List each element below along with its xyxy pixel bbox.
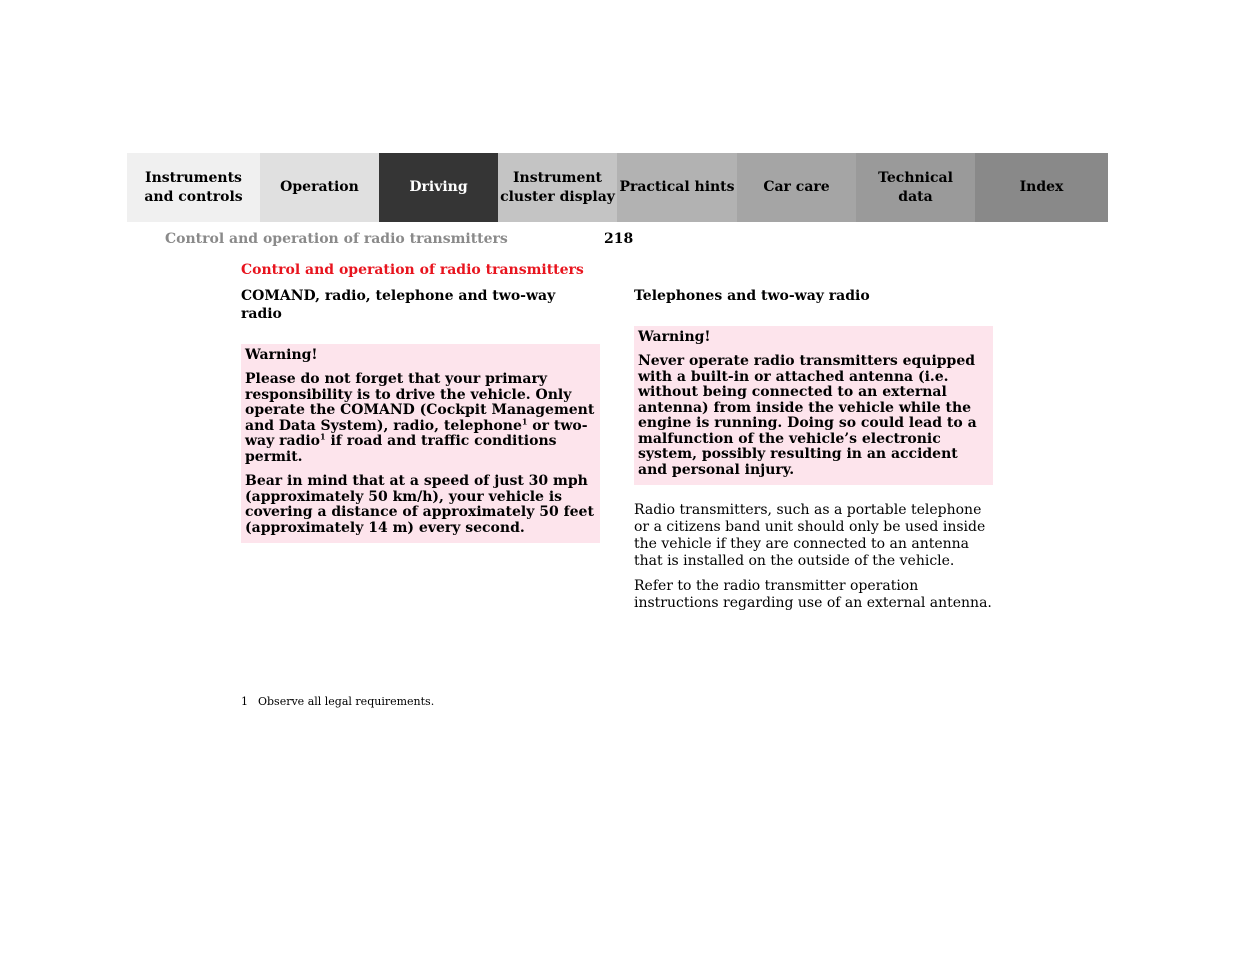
footnote-ref[interactable]: 1 (521, 415, 528, 426)
page-number: 218 (604, 231, 634, 247)
tab-instruments-and-controls[interactable]: Instruments and controls (127, 153, 260, 222)
warning-paragraph: Bear in mind that at a speed of just 30 mph (approximately 50 km/h), your vehicle is covering a distance of approximately 50 feet (approximately 14 m) every second. (245, 473, 594, 536)
footnote (241, 695, 434, 708)
body-paragraph: Refer to the radio transmitter operation instructions regarding use of an external antenna. (634, 578, 992, 611)
tab-driving[interactable]: Driving (379, 153, 498, 222)
footnote-ref[interactable]: 1 (320, 431, 326, 442)
left-heading: COMAND, radio, telephone and two-way radio (241, 288, 556, 322)
tab-index[interactable]: Index (975, 153, 1108, 222)
tab-practical-hints[interactable]: Practical hints (617, 153, 737, 222)
tab-instrument-cluster-display[interactable]: Instrument cluster display (498, 153, 617, 222)
warning-box-left (241, 344, 600, 543)
tab-operation[interactable]: Operation (260, 153, 379, 222)
tab-car-care[interactable]: Car care (737, 153, 856, 222)
warning-box-right (634, 326, 993, 485)
tab-technical-data[interactable]: Technical data (856, 153, 975, 222)
warning-title: Warning! (245, 347, 318, 363)
section-title: Control and operation of radio transmitters (241, 262, 584, 278)
warning-text: or two-way radio (245, 417, 588, 449)
footnote-number: 1 (241, 695, 248, 708)
body-paragraph: Radio transmitters, such as a portable telephone or a citizens band unit should only be used inside the vehicle if they are connected to an antenna that is installed on the outside of the vehicle. (634, 502, 986, 569)
right-column (634, 287, 993, 612)
warning-paragraph (245, 372, 596, 465)
running-head: Control and operation of radio transmitters (165, 231, 508, 247)
warning-text: if road and traffic conditions permit. (245, 433, 557, 465)
warning-title: Warning! (638, 329, 711, 345)
footnote-text: Observe all legal requirements. (258, 695, 435, 708)
warning-paragraph: Never operate radio transmitters equipped with a built-in or attached antenna (i.e. without being connected to an external antenna) from inside the vehicle while the engine is running. Doing so could lead to a malfunction of the vehicle’s electronic system, possibly resulting in an accident and personal injury. (638, 353, 977, 478)
right-heading: Telephones and two-way radio (634, 288, 870, 304)
warning-text: Please do not forget that your primary responsibility is to drive the vehicle. Only operate the COMAND (Cockpit Management and Data System), radio, telephone (245, 371, 595, 434)
chapter-tab-bar (127, 153, 1108, 222)
left-column (241, 287, 600, 543)
